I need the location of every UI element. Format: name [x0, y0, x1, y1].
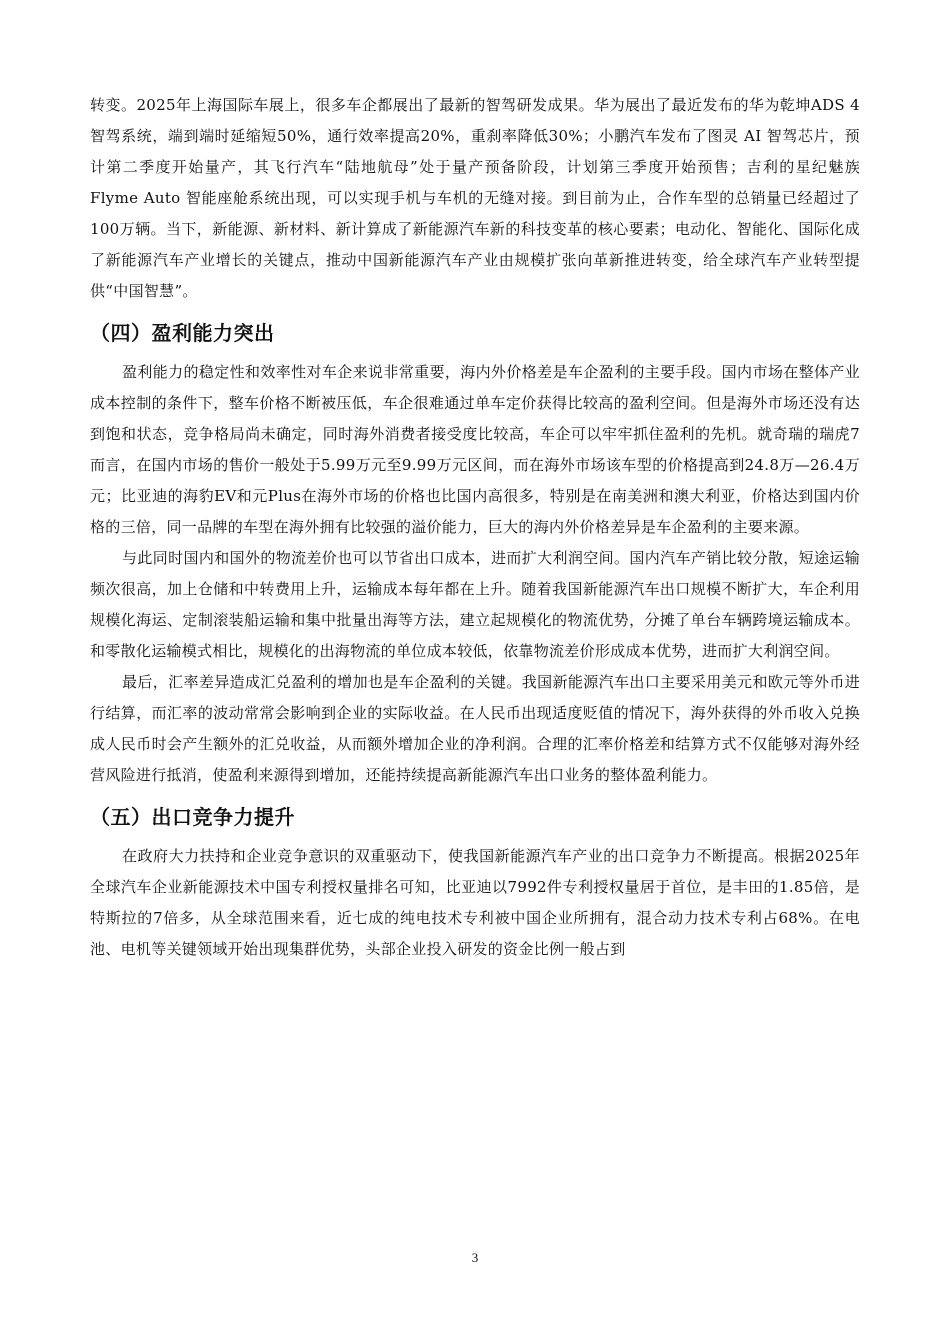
paragraph-exchange-rate: 最后，汇率差异造成汇兑盈利的增加也是车企盈利的关键。我国新能源汽车出口主要采用美元和欧元等外币进行结算，而汇率的波动常常会影响到企业的实际收益。在人民币出现适度贬值的情况下，海外获得的外币收入兑换成人民币时会产生额外的汇兑收益，从而额外增加企业的净利润。合理的汇率价格差和结算方式不仅能够对海外经营风险进行抵消，使盈利来源得到增加，还能持续提高新能源汽车出口业务的整体盈利能力。 — [90, 673, 860, 784]
section-heading-export-competitiveness: （五）出口竞争力提升 — [90, 805, 295, 829]
paragraph-price-difference: 盈利能力的稳定性和效率性对车企来说非常重要，海内外价格差是车企盈利的主要手段。国内市场在整体产业成本控制的条件下，整车价格不断被压低，车企很难通过单车定价获得比较高的盈利空间。但是海外市场还没有达到饱和状态，竞争格局尚未确定，同时海外消费者接受度比较高，车企可以牢牢抓住盈利的先机。就奇瑞的瑞虎7而言，在国内市场的售价一般处于5.99万元至9.99万元区间，而在海外市场该车型的价格提高到24.8万—26.4万元；比亚迪的海豹EV和元Plus在海外市场的价格也比国内高很多，特别是在南美洲和澳大利亚，价格达到国内价格的三倍，同一品牌的车型在海外拥有比较强的溢价能力，巨大的海内外价格差异是车企盈利的主要来源。 — [90, 363, 860, 536]
page-number: 3 — [471, 1250, 479, 1265]
paragraph-continuation: 转变。2025年上海国际车展上，很多车企都展出了最新的智驾研发成果。华为展出了最近发布的华为乾坤ADS 4 智驾系统，端到端时延缩短50%，通行效率提高20%，重刹率降低30%；小鹏汽车发布了图灵 AI 智驾芯片，预计第二季度开始量产，其飞行汽车“陆地航母”处于量产预备阶段，计划第三季度开始预售；吉利的星纪魅族 Flyme Auto 智能座舱系统出现，可以实现手机与车机的无缝对接。到目前为止，合作车型的总销量已经超过了100万辆。当下，新能源、新材料、新计算成了新能源汽车新的科技变革的核心要素；电动化、智能化、国际化成了新能源汽车产业增长的关键点，推动中国新能源汽车产业由规模扩张向革新推进转变，给全球汽车产业转型提供“中国智慧”。 — [90, 96, 860, 300]
document-page — [90, 90, 860, 965]
section-heading-profitability: （四）盈利能力突出 — [90, 321, 275, 345]
paragraph-patents: 在政府大力扶持和企业竞争意识的双重驱动下，使我国新能源汽车产业的出口竞争力不断提高。根据2025年全球汽车企业新能源技术中国专利授权量排名可知，比亚迪以7992件专利授权量居于首位，是丰田的1.85倍，是特斯拉的7倍多，从全球范围来看，近七成的纯电技术专利被中国企业所拥有，混合动力技术专利占68%。在电池、电机等关键领域开始出现集群优势，头部企业投入研发的资金比例一般占到 — [90, 847, 860, 958]
paragraph-logistics: 与此同时国内和国外的物流差价也可以节省出口成本，进而扩大利润空间。国内汽车产销比较分散，短途运输频次很高，加上仓储和中转费用上升，运输成本每年都在上升。随着我国新能源汽车出口规模不断扩大，车企利用规模化海运、定制滚装船运输和集中批量出海等方法，建立起规模化的物流优势，分摊了单台车辆跨境运输成本。和零散化运输模式相比，规模化的出海物流的单位成本较低，依靠物流差价形成成本优势，进而扩大利润空间。 — [90, 549, 860, 660]
